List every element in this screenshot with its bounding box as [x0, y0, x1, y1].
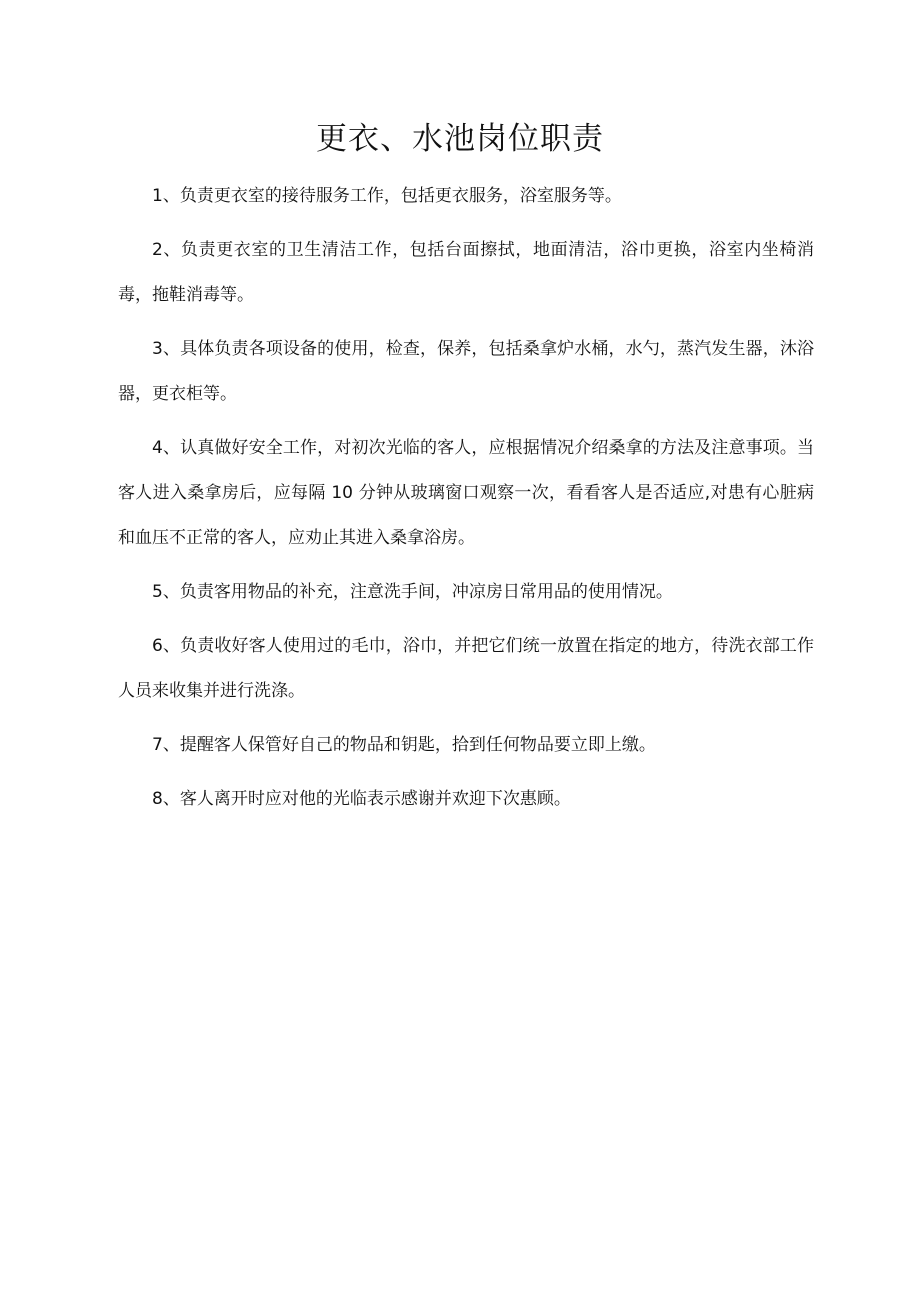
duty-list	[118, 174, 814, 831]
duty-item-6: 6、负责收好客人使用过的毛巾，浴巾，并把它们统一放置在指定的地方，待洗衣部工作人员来收集并进行洗涤。	[118, 636, 814, 701]
duty-item-5: 5、负责客用物品的补充，注意洗手间，冲凉房日常用品的使用情况。	[152, 582, 673, 602]
duty-item-7: 7、提醒客人保管好自己的物品和钥匙，拾到任何物品要立即上缴。	[152, 735, 656, 755]
duty-item-8: 8、客人离开时应对他的光临表示感谢并欢迎下次惠顾。	[152, 789, 571, 809]
duty-item-2: 2、负责更衣室的卫生清洁工作，包括台面擦拭，地面清洁，浴巾更换，浴室内坐椅消毒，拖鞋消毒等。	[118, 240, 814, 305]
duty-item-3: 3、具体负责各项设备的使用，检查，保养，包括桑拿炉水桶，水勺，蒸汽发生器，沐浴器，更衣柜等。	[118, 339, 814, 404]
duty-item-1: 1、负责更衣室的接待服务工作，包括更衣服务，浴室服务等。	[152, 186, 622, 206]
duty-item-4: 4、认真做好安全工作，对初次光临的客人，应根据情况介绍桑拿的方法及注意事项。当客人进入桑拿房后，应每隔 10 分钟从玻璃窗口观察一次，看看客人是否适应,对患有心脏病和血压不正常的客人，应劝止其进入桑拿浴房。	[118, 438, 814, 548]
page-title: 更衣、水池岗位职责	[316, 121, 604, 157]
